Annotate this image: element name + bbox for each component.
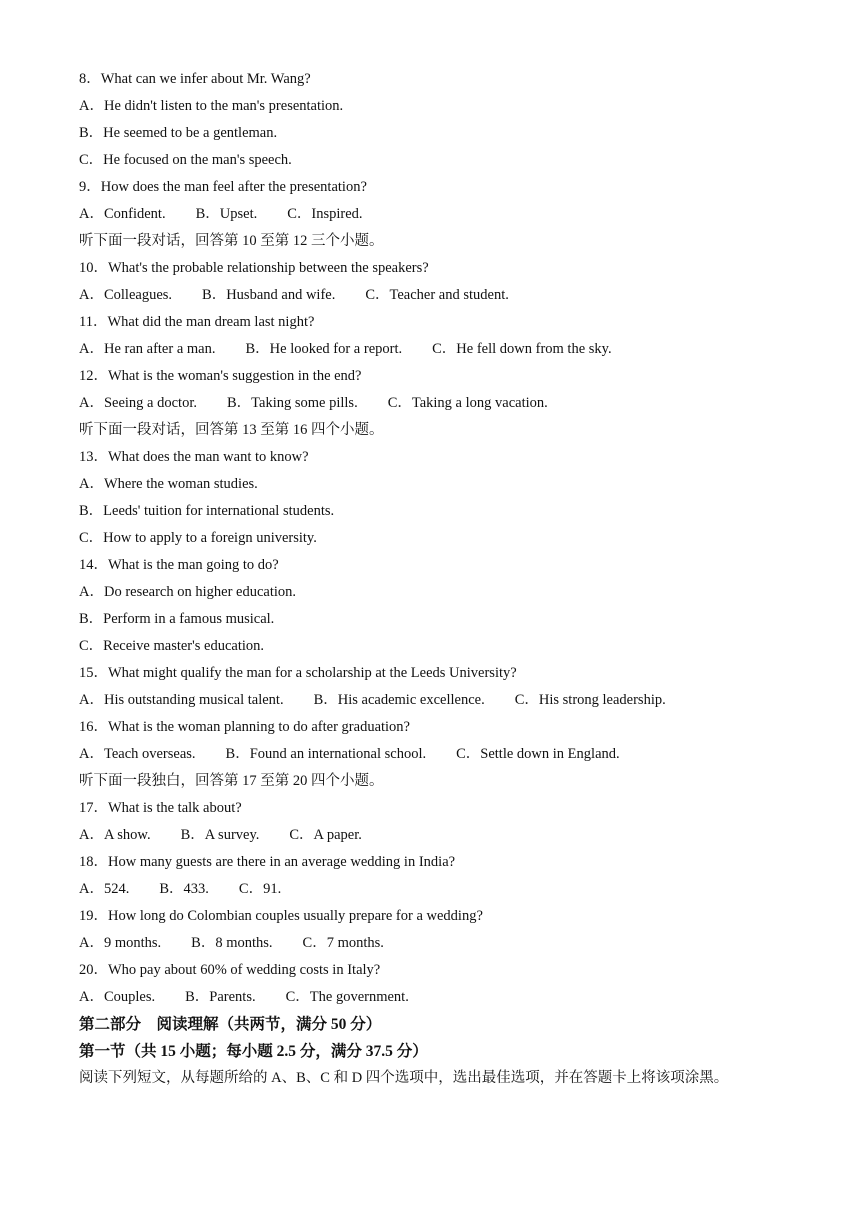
answer-option: B．He seemed to be a gentleman. <box>79 125 278 141</box>
answer-option: B．Husband and wife. <box>202 287 336 303</box>
answer-option: C．91. <box>238 881 282 897</box>
section-intro: 听下面一段对话，回答第 10 至第 12 三个小题。 <box>79 233 384 249</box>
answer-options-row <box>79 201 819 228</box>
answer-option: A．9 months. <box>79 935 162 951</box>
answer-option: C．Taking a long vacation. <box>387 395 548 411</box>
answer-option: C．How to apply to a foreign university. <box>79 530 317 546</box>
answer-option: C．Settle down in England. <box>456 746 620 762</box>
answer-option: A．Do research on higher education. <box>79 584 297 600</box>
answer-option: A．524. <box>79 881 130 897</box>
section-intro: 听下面一段独白，回答第 17 至第 20 四个小题。 <box>79 773 384 789</box>
answer-option: B．Parents. <box>185 989 256 1005</box>
answer-options-row <box>79 282 819 309</box>
answer-options-row <box>79 336 819 363</box>
answer-option: B．A survey. <box>180 827 260 843</box>
answer-option: B．433. <box>159 881 209 897</box>
question-list <box>79 66 819 1011</box>
answer-option: C．The government. <box>285 989 409 1005</box>
question-stem: 12．What is the woman's suggestion in the end? <box>79 368 362 384</box>
answer-options-row <box>79 687 819 714</box>
exam-page <box>79 66 819 1092</box>
answer-option: B．His academic excellence. <box>313 692 485 708</box>
question-stem: 20．Who pay about 60% of wedding costs in Italy? <box>79 962 381 978</box>
answer-option: A．Where the woman studies. <box>79 476 258 492</box>
answer-option: C．A paper. <box>289 827 362 843</box>
answer-option: A．He didn't listen to the man's presentation. <box>79 98 344 114</box>
answer-option: B．Found an international school. <box>225 746 427 762</box>
answer-option: B．Upset. <box>195 206 258 222</box>
answer-option: C．His strong leadership. <box>514 692 666 708</box>
answer-option: A．Seeing a doctor. <box>79 395 197 411</box>
answer-option: A．He ran after a man. <box>79 341 216 357</box>
answer-option: C．7 months. <box>302 935 384 951</box>
answer-option: B．8 months. <box>191 935 273 951</box>
answer-option: B．Leeds' tuition for international students. <box>79 503 335 519</box>
part-title: 第二部分 阅读理解（共两节，满分 50 分） <box>79 1016 382 1033</box>
question-stem: 11．What did the man dream last night? <box>79 314 315 330</box>
question-stem: 18．How many guests are there in an average wedding in India? <box>79 854 456 870</box>
question-stem: 8．What can we infer about Mr. Wang? <box>79 71 311 87</box>
question-stem: 14．What is the man going to do? <box>79 557 279 573</box>
answer-option: A．Teach overseas. <box>79 746 196 762</box>
answer-options-row <box>79 930 819 957</box>
answer-option: C．Receive master's education. <box>79 638 265 654</box>
answer-option: A．Colleagues. <box>79 287 173 303</box>
answer-option: C．He fell down from the sky. <box>432 341 612 357</box>
question-stem: 15．What might qualify the man for a scholarship at the Leeds University? <box>79 665 517 681</box>
answer-options-row <box>79 822 819 849</box>
answer-options-row <box>79 390 819 417</box>
answer-options-row <box>79 741 819 768</box>
section-intro: 听下面一段对话，回答第 13 至第 16 四个小题。 <box>79 422 384 438</box>
subsection-title: 第一节（共 15 小题；每小题 2.5 分，满分 37.5 分） <box>79 1043 428 1060</box>
answer-option: C．Teacher and student. <box>365 287 509 303</box>
question-stem: 17．What is the talk about? <box>79 800 242 816</box>
reading-instruction: 阅读下列短文，从每题所给的 A、B、C 和 D 四个选项中，选出最佳选项，并在答题卡上将该项涂黑。 <box>79 1070 729 1086</box>
answer-option: C．He focused on the man's speech. <box>79 152 292 168</box>
answer-option: A．Confident. <box>79 206 166 222</box>
question-stem: 19．How long do Colombian couples usually prepare for a wedding? <box>79 908 483 924</box>
answer-option: C．Inspired. <box>287 206 363 222</box>
answer-option: A．Couples. <box>79 989 156 1005</box>
question-stem: 9．How does the man feel after the presentation? <box>79 179 367 195</box>
answer-option: B．Perform in a famous musical. <box>79 611 275 627</box>
answer-options-row <box>79 876 819 903</box>
answer-option: B．He looked for a report. <box>245 341 403 357</box>
answer-option: A．His outstanding musical talent. <box>79 692 284 708</box>
question-stem: 13．What does the man want to know? <box>79 449 309 465</box>
answer-option: B．Taking some pills. <box>227 395 358 411</box>
question-stem: 16．What is the woman planning to do after graduation? <box>79 719 410 735</box>
question-stem: 10．What's the probable relationship between the speakers? <box>79 260 429 276</box>
answer-options-row <box>79 984 819 1011</box>
answer-option: A．A show. <box>79 827 151 843</box>
